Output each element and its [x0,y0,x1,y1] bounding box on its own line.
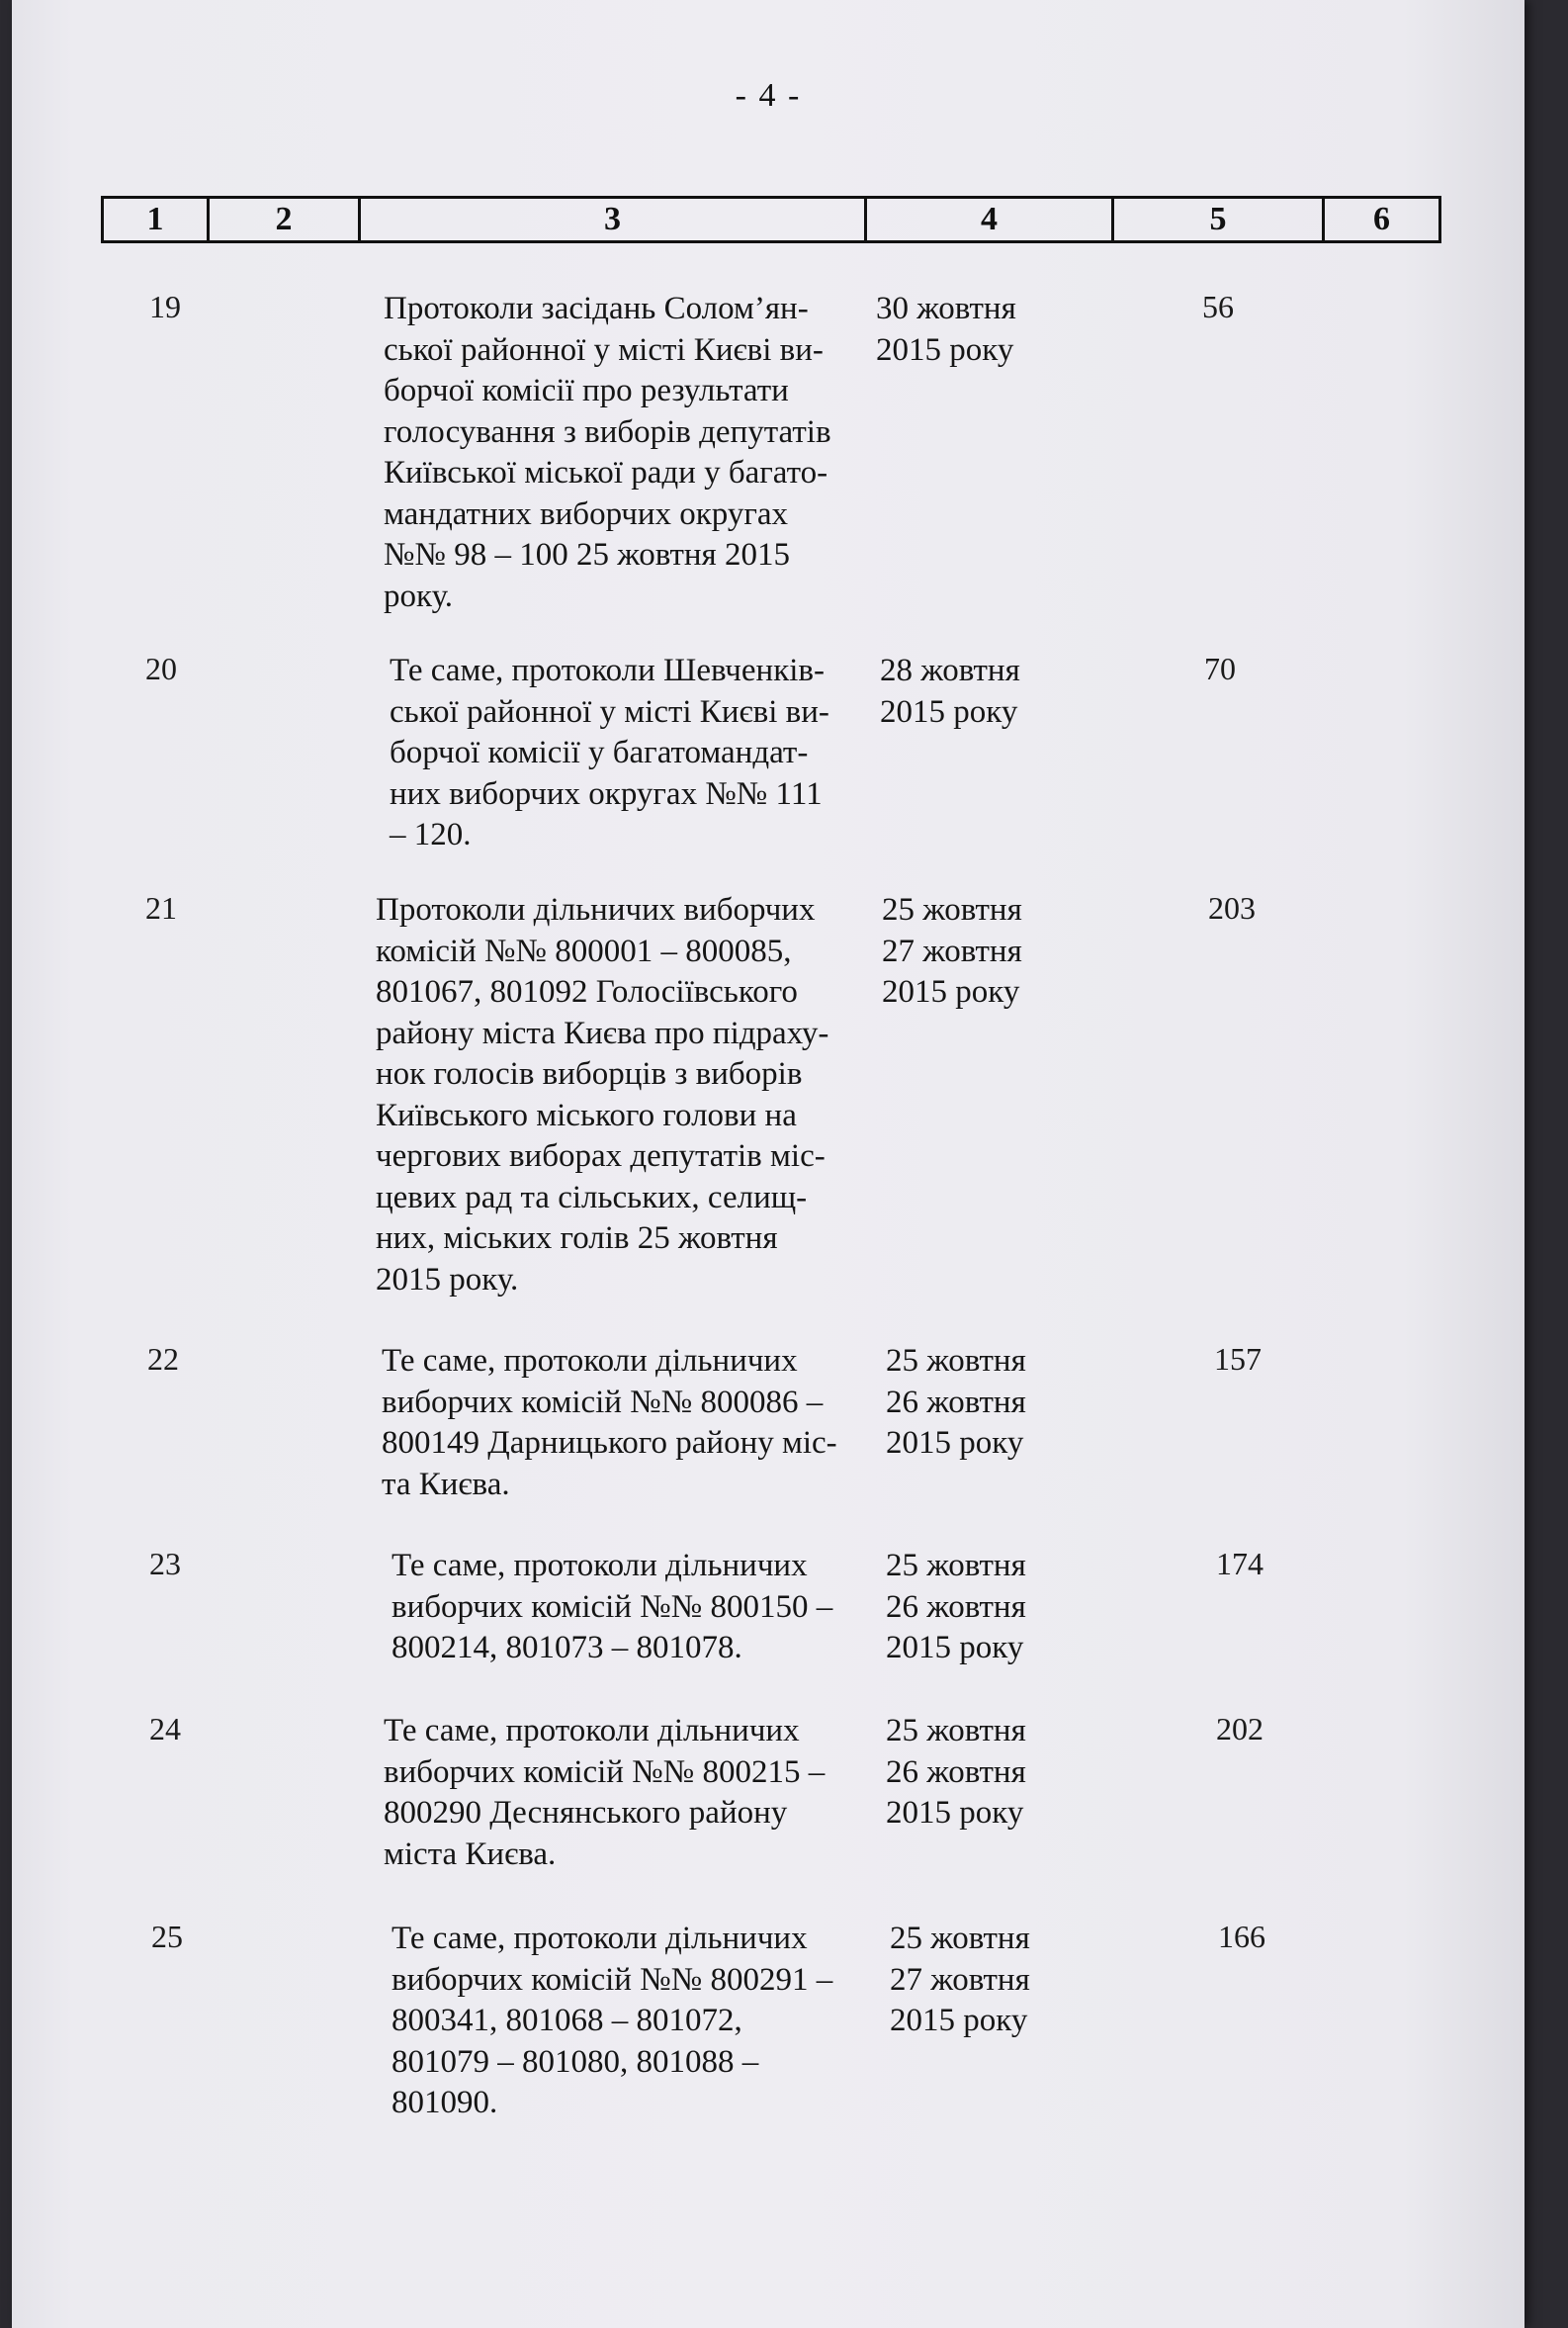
description-line: Протоколи засідань Солом’ян- [384,291,809,326]
column-header-6: 6 [1373,201,1390,237]
description-line: Те саме, протоколи дільничих [384,1713,800,1748]
description-line: чергових виборах депутатів міс- [376,1138,826,1174]
column-header-5: 5 [1114,199,1325,240]
row-dates [890,1919,1088,2042]
date-line: 30 жовтня [876,291,1016,326]
page-number: - 4 - [735,77,802,114]
description-line: мандатних виборчих округах [384,495,789,532]
row-number: 19 [149,289,181,324]
row-description [390,651,904,856]
row-dates [876,289,1074,371]
row-description [384,289,898,617]
date-line: 27 жовтня [890,1961,1030,1998]
description-line: 800214, 801073 – 801078. [392,1630,742,1665]
date-line: 25 жовтня [882,892,1022,928]
description-line: голосування з виборів депутатів [384,413,831,450]
column-header-1: 1 [104,199,210,240]
description-line: ської районної у місті Києві ви- [390,693,829,730]
description-line: цевих рад та сільських, селищ- [376,1179,808,1215]
row-dates [886,1546,1084,1669]
description-line: нок голосів виборців з виборів [376,1056,803,1092]
date-line: 26 жовтня [886,1753,1026,1790]
document-page [12,0,1524,2328]
date-line: 27 жовтня [882,933,1022,969]
description-line: та Києва. [382,1466,510,1502]
description-line: них виборчих округах №№ 111 [390,775,823,812]
description-line: №№ 98 – 100 25 жовтня 2015 [384,537,790,573]
column-header-3: 3 [361,199,867,240]
row-description [384,1711,898,1875]
row-number: 24 [149,1711,181,1746]
description-line: 2015 року. [376,1261,519,1298]
description-line: борчої комісії у багатомандат- [390,735,809,770]
description-line: 801090. [392,2085,498,2120]
description-line: борчої комісії про результати [384,373,789,408]
date-line: 2015 року [890,2003,1028,2038]
row-number: 21 [145,890,177,926]
description-line: виборчих комісій №№ 800150 – [392,1588,833,1625]
date-line: 25 жовтня [886,1343,1026,1379]
column-header-2: 2 [210,199,361,240]
description-line: Те саме, протоколи дільничих [392,1921,808,1956]
description-line: Те саме, протоколи дільничих [382,1343,798,1379]
row-number: 25 [151,1919,183,1954]
row-dates [886,1711,1084,1835]
row-description [392,1919,906,2124]
description-line: міста Києва. [384,1836,557,1872]
row-page-count: 202 [1216,1711,1263,1746]
row-dates [882,890,1080,1014]
date-line: 25 жовтня [886,1713,1026,1748]
row-number: 20 [145,651,177,686]
date-line: 2015 року [886,1795,1024,1831]
row-page-count: 166 [1218,1919,1265,1954]
description-line: 801079 – 801080, 801088 – [392,2043,759,2080]
column-header-table [101,196,1441,243]
description-line: 800149 Дарницького району міс- [382,1425,837,1461]
row-page-count: 56 [1202,289,1234,324]
description-line: виборчих комісій №№ 800086 – [382,1384,824,1420]
row-description [376,890,890,1300]
description-line: них, міських голів 25 жовтня [376,1220,778,1256]
row-number: 22 [147,1341,179,1377]
date-line: 25 жовтня [886,1548,1026,1583]
row-description [382,1341,896,1505]
date-line: 26 жовтня [886,1588,1026,1625]
description-line: Київської міської ради у багато- [384,455,828,491]
row-description [392,1546,906,1669]
description-line: Київського міського голови на [376,1097,797,1133]
row-number: 23 [149,1546,181,1581]
date-line: 25 жовтня [890,1921,1030,1956]
description-line: Те саме, протоколи Шевченків- [390,653,825,688]
date-line: 2015 року [886,1630,1024,1665]
row-dates [880,651,1078,733]
date-line: 2015 року [886,1425,1024,1461]
date-line: 26 жовтня [886,1384,1026,1420]
description-line: 800341, 801068 – 801072, [392,2003,742,2038]
description-line: 800290 Деснянського району [384,1795,788,1831]
description-line: – 120. [390,817,472,852]
row-page-count: 203 [1208,890,1256,926]
description-line: району міста Києва про підраху- [376,1015,829,1051]
description-line: Протоколи дільничих виборчих [376,892,816,928]
description-line: комісій №№ 800001 – 800085, [376,933,792,969]
date-line: 2015 року [876,331,1014,368]
row-page-count: 157 [1214,1341,1262,1377]
row-page-count: 70 [1204,651,1236,686]
description-line: ської районної у місті Києві ви- [384,331,824,368]
date-line: 28 жовтня [880,653,1020,688]
row-dates [886,1341,1084,1465]
description-line: 801067, 801092 Голосіївського [376,974,798,1010]
date-line: 2015 року [882,974,1020,1010]
description-line: року. [384,578,454,614]
description-line: виборчих комісій №№ 800215 – [384,1753,826,1790]
column-header-4: 4 [867,199,1114,240]
description-line: Те саме, протоколи дільничих [392,1548,808,1583]
date-line: 2015 року [880,693,1018,730]
description-line: виборчих комісій №№ 800291 – [392,1961,833,1998]
row-page-count: 174 [1216,1546,1263,1581]
